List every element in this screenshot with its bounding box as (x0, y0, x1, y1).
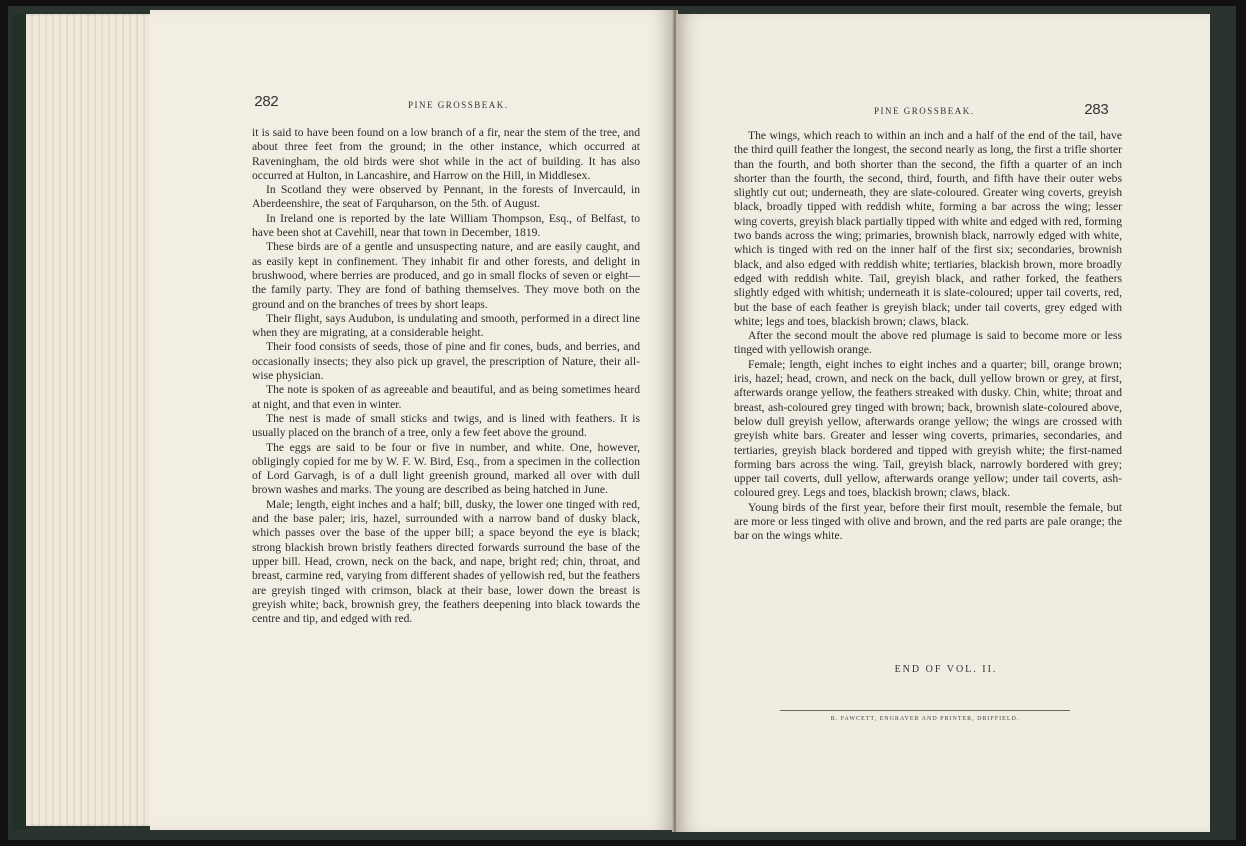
right-page-body (734, 129, 1122, 544)
paragraph: The nest is made of small sticks and twigs, and is lined with feathers. It is usually placed on the branch of a tree, only a few feet above the ground. (252, 411, 640, 440)
page-number: 283 (1084, 102, 1109, 119)
paragraph: The note is spoken of as agreeable and beautiful, and as being sometimes heard at night, and that even in winter. (252, 383, 640, 411)
left-page-body (252, 126, 640, 626)
paragraph: it is said to have been found on a low branch of a fir, near the stem of the tree, and about three feet from the ground; in the other instance, which occurred at Raveningham, the old birds were shot while in the act of building. It has also occurred at Hulton, in Lancashire, and Harrow on the Hill, in Middlesex. (252, 126, 640, 182)
paragraph: In Scotland they were observed by Pennant, in the forests of Invercauld, in Aberdeenshire, the seat of Farquharson, on the 5th. of August. (252, 183, 640, 211)
end-of-volume: END OF VOL. II. (894, 664, 998, 675)
right-page (676, 14, 1210, 832)
paragraph: The eggs are said to be four or five in number, and white. One, however, obligingly copied for me by W. F. W. Bird, Esq., from a specimen in the collection of Lord Garvagh, is of a dull light greenish ground, marked all over with dull brown washes and marks. The young are described as being hatched in June. (252, 440, 640, 497)
printer-imprint: B. FAWCETT, ENGRAVER AND PRINTER, DRIFFIELD. (830, 716, 1020, 722)
imprint-rule (780, 710, 1070, 711)
running-head: PINE GROSSBEAK. (408, 100, 509, 110)
paragraph: In Ireland one is reported by the late William Thompson, Esq., of Belfast, to have been shot at Cavehill, near that town in December, 1819. (252, 211, 640, 240)
running-head: PINE GROSSBEAK. (874, 106, 975, 116)
paragraph: Female; length, eight inches to eight inches and a quarter; bill, orange brown; iris, hazel; head, crown, and neck on the back, dull yellow brown or grey, at first, afterwards orange yellow, the feathers streaked with dusky. Chin, white; throat and breast, ash-coloured grey tinged with brown; back, brownish slate-coloured above, below dull greyish yellow, afterwards orange yellow; the wings are crossed with greyish white bars. Greater and lesser wing coverts, primaries, secondaries, and tertiaries, greyish black bordered and tipped with greyish white; the first-named forming bars across the wing. Tail, greyish black, narrowly bordered with grey; upper tail coverts, dull yellow, afterwards orange yellow; under tail coverts, ash-coloured grey. Legs and toes, blackish brown; claws, black. (734, 357, 1122, 500)
page-number: 282 (254, 94, 279, 111)
left-page (150, 10, 674, 830)
paragraph: After the second moult the above red plumage is said to become more or less tinged with yellowish orange. (734, 329, 1122, 357)
paragraph: Their food consists of seeds, those of pine and fir cones, buds, and berries, and occasionally insects; they also pick up gravel, the prescription of Nature, their all-wise physician. (252, 340, 640, 383)
paragraph: Male; length, eight inches and a half; bill, dusky, the lower one tinged with red, and the base paler; iris, hazel, surrounded with a narrow band of dusky black, which passes over the base of the upper bill; a space beyond the eye is black; strong blackish brown bristly feathers directed forwards surround the base of the upper bill. Head, crown, neck on the back, and nape, bright red; chin, throat, and breast, carmine red, varying from different shades of yellowish red, but the feathers are greyish tinged with crimson, black at their base, lower down the breast is greyish white; back, brownish grey, the feathers deepening into black towards the centre and tip, and edged with red. (252, 497, 640, 626)
paragraph: Young birds of the first year, before their first moult, resemble the female, but are more or less tinged with olive and brown, and the red parts are pale orange; the bar on the wings white. (734, 500, 1122, 543)
paragraph: Their flight, says Audubon, is undulating and smooth, performed in a direct line when they are migrating, at a considerable height. (252, 311, 640, 340)
paragraph: The wings, which reach to within an inch and a half of the end of the tail, have the third quill feather the longest, the second nearly as long, the first a trifle shorter than the fourth, and both shorter than the second, the fifth a quarter of an inch shorter than the fourth, the second, third, fourth, and fifth have their outer webs slightly cut out; underneath, they are slate-coloured. Greater wing coverts, greyish black, broadly tipped with reddish white, forming a bar across the wing; lesser wing coverts, greyish black partially tipped with white and edged with red, forming two bands across the wing; primaries, brownish black, narrowly edged with white, which is tinged with red on the inner half of the first six; secondaries, brownish black, and also edged with reddish white; tertiaries, blackish brown, more broadly edged with reddish white. Tail, greyish black, and rather forked, the feathers slightly edged with whitish; underneath it is slate-coloured; upper tail coverts, red, but the base of each feather is greyish black; under tail coverts, grey edged with white; legs and toes, blackish brown; claws, black. (734, 129, 1122, 328)
paragraph: These birds are of a gentle and unsuspecting nature, and are easily caught, and as easily kept in confinement. They inhabit fir and other forests, and delight in brushwood, where berries are produced, and go in small flocks of seven or eight—the family party. They are fond of bathing themselves. They move both on the ground and on the branches of trees by short leaps. (252, 240, 640, 311)
